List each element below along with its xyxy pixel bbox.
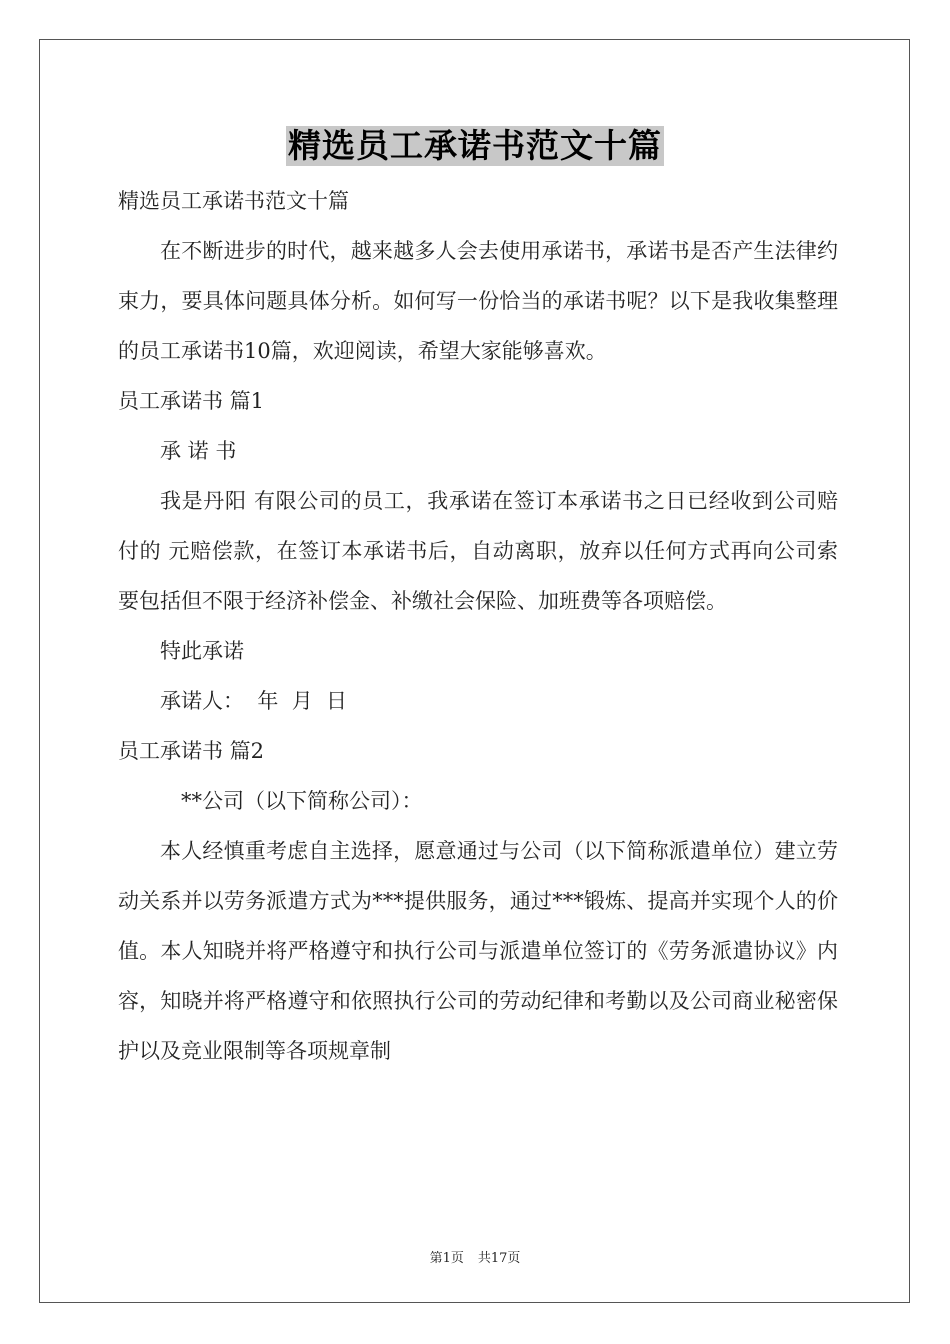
title-wrap [0, 126, 950, 166]
section2-heading: 员工承诺书 篇2 [118, 739, 265, 763]
page-footer [0, 1247, 950, 1266]
section1-signature: 承诺人： 年 月 日 [160, 689, 348, 713]
section1-closing: 特此承诺 [160, 639, 244, 663]
page-total: 共17页 [477, 1251, 521, 1266]
page-number: 第1页 [429, 1251, 464, 1266]
section2-body: 本人经慎重考虑自主选择，愿意通过与公司（以下简称派遣单位）建立劳动关系并以劳务派遣方式为***提供服务，通过***锻炼、提高并实现个人的价值。本人知晓并将严格遵守和执行公司与派遣单位签订的《劳务派遣协议》内容，知晓并将严格遵守和依照执行公司的劳动纪律和考勤以及公司商业秘密保护以及竞业限制等各项规章制 [118, 839, 838, 1063]
section1-body: 我是丹阳 有限公司的员工，我承诺在签订本承诺书之日已经收到公司赔付的 元赔偿款，在签订本承诺书后，自动离职，放弃以任何方式再向公司索要包括但不限于经济补偿金、补缴社会保险、加班费等各项赔偿。 [118, 489, 838, 613]
document-subtitle: 精选员工承诺书范文十篇 [118, 189, 349, 213]
intro-paragraph: 在不断进步的时代，越来越多人会去使用承诺书，承诺书是否产生法律约束力，要具体问题具体分析。如何写一份恰当的承诺书呢？以下是我收集整理的员工承诺书10篇，欢迎阅读，希望大家能够喜欢。 [118, 239, 838, 363]
section2-salutation: **公司（以下简称公司）： [181, 789, 423, 813]
section1-title: 承 诺 书 [160, 439, 237, 463]
document-body [118, 176, 838, 1076]
document-title: 精选员工承诺书范文十篇 [288, 126, 662, 165]
section1-heading: 员工承诺书 篇1 [118, 389, 265, 413]
